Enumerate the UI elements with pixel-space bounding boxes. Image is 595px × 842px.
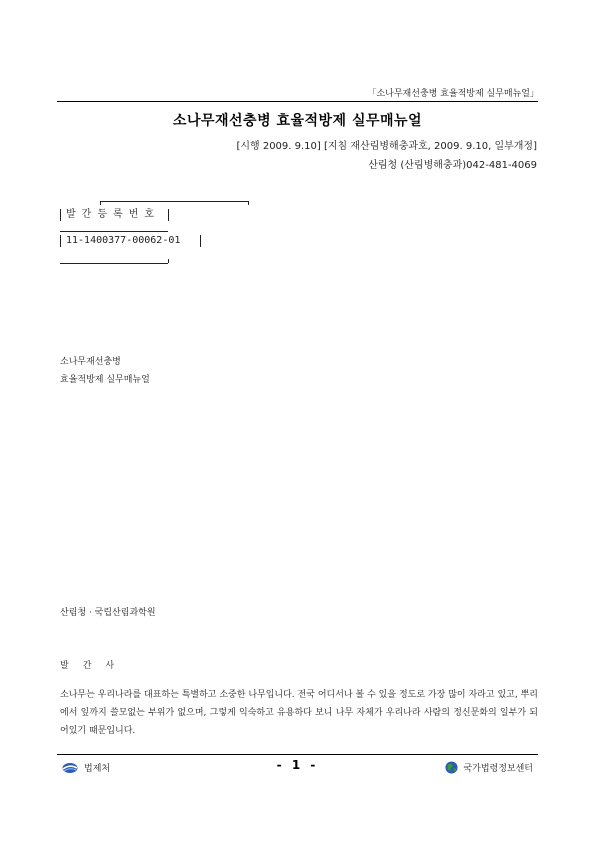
footer-right-label: 국가법령정보센터: [463, 764, 533, 774]
box-top-line: [100, 201, 248, 202]
box-bottom-line: [60, 263, 168, 264]
registration-number: 11-1400377-00062-01: [66, 235, 181, 246]
page-number: - 1 -: [276, 758, 319, 772]
box-mid-line: [60, 231, 168, 232]
footer-right: [445, 761, 533, 774]
box-corner: [168, 259, 169, 263]
book-title-line-1: 소나무재선충병: [60, 357, 121, 367]
box-corner: [248, 201, 249, 205]
foreword-heading: 발간사: [60, 661, 129, 671]
foreword-paragraph: 소나무는 우리나라를 대표하는 특별하고 소중한 나무입니다. 전국 어디서나 볼 수 있을 정도로 가장 많이 자라고 있고, 뿌리에서 잎까지 쓸모없는 부위가 없으며, 그렇게 익숙하고 유용하다 보니 나무 자체가 우리나라 사람의 정신문화의 일부가 되어있기 때문입니다.: [60, 690, 538, 736]
publication-number-box: [60, 195, 181, 246]
globe-icon: [445, 761, 458, 774]
box-side: [200, 235, 201, 247]
running-header: 「소나무재선충병 효율적방제 실무매뉴얼」: [367, 89, 539, 99]
footer-rule: [57, 754, 538, 755]
box-side: [168, 209, 169, 221]
box-side: [60, 235, 61, 247]
footer-left-label: 법제처: [84, 764, 111, 774]
registration-label: 발 간 등 록 번 호: [66, 209, 155, 220]
box-corner: [100, 201, 101, 205]
book-title-line-2: 효율적방제 실무매뉴얼: [60, 375, 150, 385]
document-title: 소나무재선충병 효율적방제 실무매뉴얼: [172, 113, 423, 129]
document-subtitle: [시행 2009. 9.10] [지침 재산림병해충과호, 2009. 9.10, 일부개정]: [236, 141, 537, 152]
agency-contact: 산림청 (산림병해충과)042-481-4069: [368, 160, 537, 171]
box-side: [60, 209, 61, 221]
publisher: 산림청 · 국립산림과학원: [60, 608, 156, 618]
header-rule: [57, 101, 538, 102]
book-title: [60, 353, 150, 389]
